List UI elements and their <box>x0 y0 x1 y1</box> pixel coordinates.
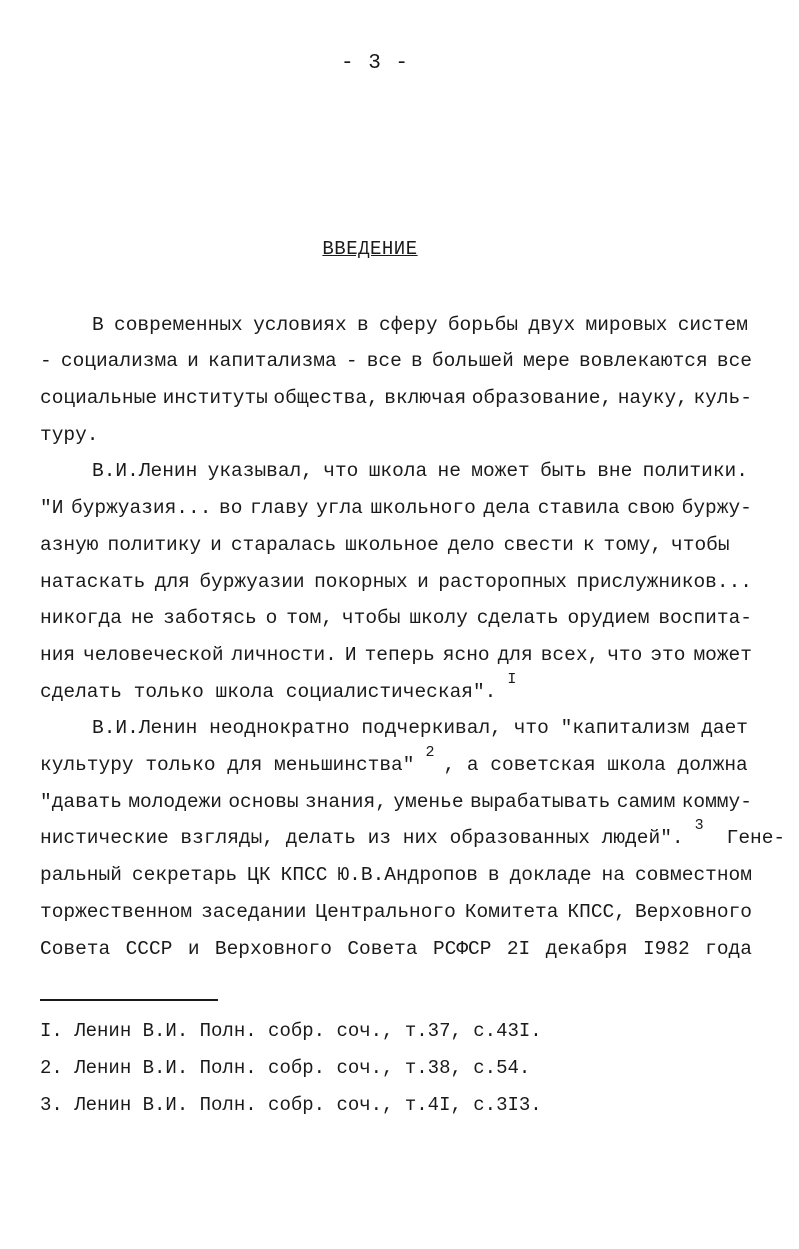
word: куль- <box>693 387 752 409</box>
word: политики. <box>642 460 748 482</box>
word: во <box>219 497 243 519</box>
word: года <box>705 938 752 960</box>
word: СССР <box>125 938 173 960</box>
word: школа <box>368 460 428 482</box>
word: воспита- <box>658 607 752 629</box>
word: включая <box>384 387 467 409</box>
footnote-mark: 2 <box>425 744 435 761</box>
word: заседании <box>201 901 307 923</box>
word: большей <box>431 350 514 372</box>
word: что <box>323 460 359 482</box>
word: вне <box>597 460 633 482</box>
word: школу <box>409 607 468 629</box>
word: не <box>437 460 461 482</box>
word: торжественном <box>40 901 193 923</box>
word: может <box>471 460 530 482</box>
word: - <box>345 350 358 372</box>
word: ясно <box>442 644 490 666</box>
page-number: - 3 - <box>340 52 409 75</box>
word: тому, <box>603 534 663 556</box>
text-line <box>92 313 748 337</box>
text-line-content: , а советская школа должна <box>443 754 748 776</box>
text-line <box>40 900 752 924</box>
word: Ю.В.Андропов <box>337 864 478 886</box>
word: к <box>582 534 595 556</box>
word: политику <box>107 534 202 556</box>
word: туру. <box>40 424 99 446</box>
word: знания, <box>304 791 387 813</box>
word: В.И.Ленин <box>92 717 198 739</box>
word: Совета <box>347 938 418 960</box>
word: буржуазии <box>199 571 305 593</box>
text-line <box>40 349 752 373</box>
word: совместном <box>634 864 752 886</box>
word: Совета <box>40 938 111 960</box>
word: капитализма <box>207 350 337 372</box>
word: орудием <box>567 607 650 629</box>
text-line <box>40 937 752 961</box>
word: вырабатывать <box>469 791 611 813</box>
word: буржуазия... <box>70 497 212 519</box>
word: неоднократно <box>209 717 350 739</box>
word: КПСС, <box>567 901 626 923</box>
word: быть <box>540 460 587 482</box>
word: и <box>417 571 429 593</box>
word: РСФСР <box>432 938 492 960</box>
word: Верховного <box>634 901 752 923</box>
word: "капитализм <box>560 717 690 739</box>
text-line <box>92 459 748 483</box>
word: сделать <box>476 607 559 629</box>
word: общества, <box>273 387 379 409</box>
text-line-content: нистические взгляды, делать из них образованных людей". <box>40 827 684 849</box>
text-line <box>40 744 752 777</box>
word: никогда <box>40 607 122 629</box>
word: личности. <box>231 644 337 666</box>
word: уменье <box>393 791 464 813</box>
word: и <box>187 938 200 960</box>
word: том, <box>286 607 334 629</box>
word: институты <box>162 387 268 409</box>
word: и <box>210 534 222 556</box>
word: В <box>92 314 104 336</box>
word: молодежи <box>128 791 222 813</box>
word: в <box>411 350 423 372</box>
word: все <box>716 350 752 372</box>
word: дает <box>701 717 748 739</box>
word: ния <box>40 644 76 666</box>
word: свести <box>503 534 574 556</box>
word: I982 <box>642 938 690 960</box>
text-line <box>92 716 748 740</box>
word: 2I <box>506 938 531 960</box>
text-line <box>40 817 786 850</box>
word: подчеркивал, <box>361 717 502 739</box>
word: современных <box>114 314 243 336</box>
word: комму- <box>681 791 752 813</box>
text-line-content: Гене- <box>726 827 786 849</box>
word: сферу <box>379 314 438 336</box>
word: главу <box>249 497 309 519</box>
word: науку, <box>617 387 688 409</box>
word: борьбы <box>447 314 519 336</box>
word: условиях <box>253 314 347 336</box>
footnote-2: 2. Ленин В.И. Полн. собр. соч., т.38, с.54. <box>40 1057 531 1079</box>
word: в <box>487 864 500 886</box>
word: свою <box>627 497 675 519</box>
word: о <box>265 607 278 629</box>
word: мировых <box>585 314 668 336</box>
text-line <box>40 423 752 447</box>
word: заботясь <box>163 607 257 629</box>
text-line <box>40 790 752 814</box>
footnote-3: 3. Ленин В.И. Полн. собр. соч., т.4I, с.3I3. <box>40 1094 542 1116</box>
word: чтобы <box>671 534 730 556</box>
word: систем <box>677 314 748 336</box>
word: чтобы <box>341 607 401 629</box>
word: азную <box>40 534 99 556</box>
word: КПСС <box>280 864 328 886</box>
word: всех, <box>540 644 600 666</box>
word: для <box>154 571 190 593</box>
word: Центрального <box>315 901 456 923</box>
word: Верховного <box>214 938 332 960</box>
word: ЦК <box>247 864 271 886</box>
footnote-mark: 3 <box>694 817 704 834</box>
text-line <box>40 533 752 557</box>
word: докладе <box>509 864 592 886</box>
word: и <box>187 350 199 372</box>
footnote-1: I. Ленин В.И. Полн. собр. соч., т.37, с.43I. <box>40 1020 542 1042</box>
word: дела <box>483 497 531 519</box>
section-heading: ВВЕДЕНИЕ <box>322 238 418 260</box>
word: "давать <box>40 791 122 813</box>
word: в <box>357 314 369 336</box>
word: дело <box>447 534 495 556</box>
word: социальные <box>40 387 158 409</box>
text-line <box>40 570 752 594</box>
word: может <box>693 644 752 666</box>
footnote-mark: I <box>507 671 517 688</box>
text-line <box>40 496 752 520</box>
footnote-divider <box>40 999 218 1001</box>
word: буржу- <box>681 497 752 519</box>
word: двух <box>528 314 576 336</box>
word: декабря <box>545 938 628 960</box>
word: все <box>366 350 402 372</box>
word: что <box>607 644 643 666</box>
word: мере <box>522 350 570 372</box>
word: основы <box>228 791 299 813</box>
word: школьного <box>370 497 476 519</box>
word: на <box>601 864 625 886</box>
word: В.И.Ленин <box>92 460 198 482</box>
word: самим <box>616 791 676 813</box>
text-line <box>40 386 752 410</box>
word: расторопных <box>438 571 568 593</box>
text-line <box>40 606 752 630</box>
word: социализма <box>60 350 178 372</box>
word: школьное <box>345 534 439 556</box>
word: ральный <box>40 864 122 886</box>
word: покорных <box>314 571 408 593</box>
word: теперь <box>364 644 435 666</box>
text-line-content: сделать только школа социалистическая". <box>40 681 497 703</box>
word: старалась <box>230 534 337 556</box>
word: натаскать <box>40 571 146 593</box>
word: "И <box>40 497 64 519</box>
word: для <box>497 644 533 666</box>
word: Комитета <box>464 901 559 923</box>
text-line-content: культуру только для меньшинства" <box>40 754 415 776</box>
word: И <box>344 644 357 666</box>
text-line <box>40 643 752 667</box>
word: ставила <box>537 497 620 519</box>
word: - <box>40 350 52 372</box>
word: указывал, <box>207 460 313 482</box>
word: человеческой <box>83 644 224 666</box>
text-line <box>40 863 752 887</box>
word: не <box>130 607 155 629</box>
word: угла <box>316 497 363 519</box>
word: секретарь <box>131 864 238 886</box>
word: образование, <box>471 387 613 409</box>
word: прислужников... <box>576 571 752 593</box>
word: что <box>513 717 549 739</box>
text-line <box>40 671 752 704</box>
word: это <box>650 644 686 666</box>
word: вовлекаются <box>578 350 708 372</box>
